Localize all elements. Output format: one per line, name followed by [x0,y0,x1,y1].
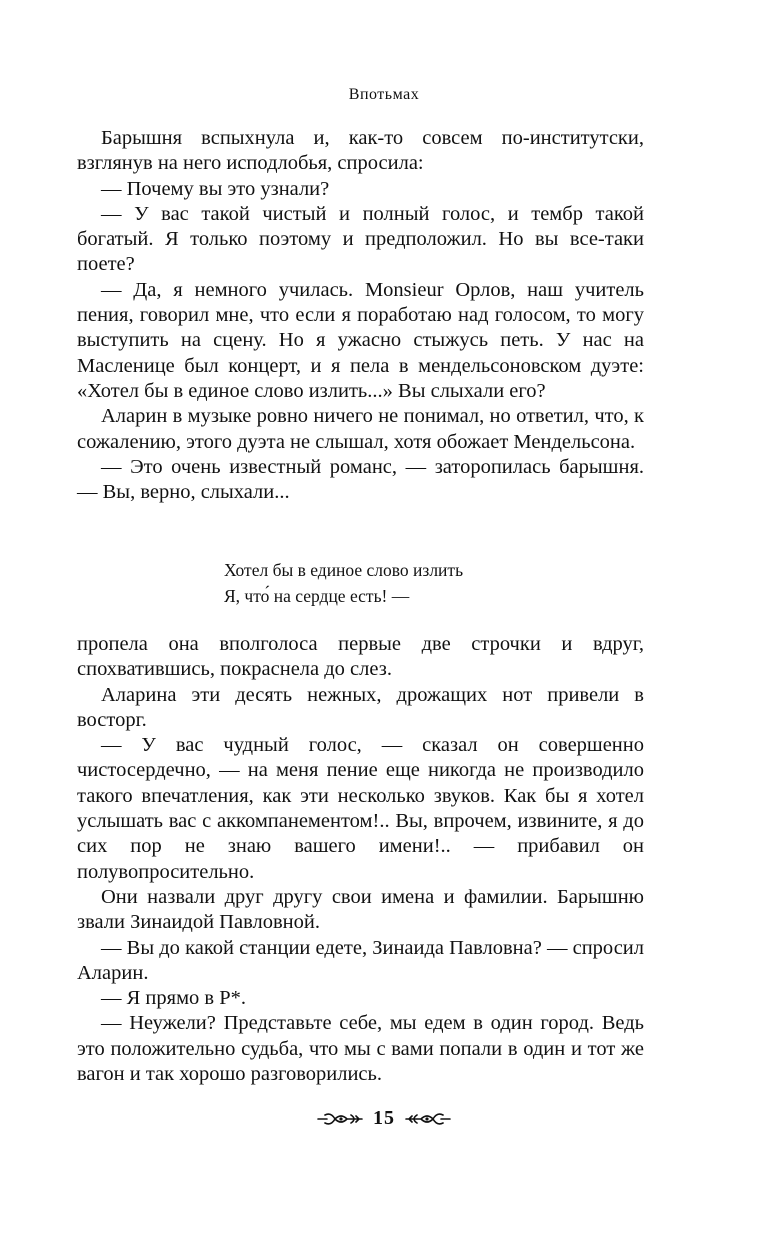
paragraph: — У вас чудный голос, — сказал он совершенно чистосердечно, — на меня пение еще никогда не производило такого впечатления, как эти несколько звуков. Как бы я хотел услышать вас с аккомпанементом!.. Вы, впрочем, извините, я до сих пор не знаю вашего имени!.. — прибавил он полувопросительно. [77,734,644,883]
page-folio [0,1107,768,1130]
paragraph: — Да, я немного училась. Monsieur Орлов, наш учитель пения, говорил мне, что если я поработаю над голосом, то могу выступить на сцену. Но я ужасно стыжусь петь. У нас на Масленице был концерт, и я пела в мендельсоновском дуэте: «Хотел бы в единое слово излить...» Вы слыхали его? [77,278,644,402]
body-text-bottom [77,632,644,1087]
flourish-right-icon [405,1111,451,1127]
paragraph: — Вы до какой станции едете, Зинаида Павловна? — спросил Аларин. [77,936,644,984]
paragraph: Барышня вспыхнула и, как-то совсем по-институтски, взглянув на него исподлобья, спросила: [77,127,644,175]
verse-quote [224,557,463,609]
paragraph: Они назвали друг другу свои имена и фамилии. Барышню звали Зинаидой Павловной. [77,885,644,934]
paragraph: — Почему вы это узнали? [101,177,330,200]
paragraph: пропела она вполголоса первые две строчки и вдруг, спохватившись, покраснела до слез. [77,633,644,681]
paragraph: — Неужели? Представьте себе, мы едем в один город. Ведь это положительно судьба, что мы с вами попали в один и тот же вагон и так хорошо разговорились. [77,1012,644,1086]
page-number: 15 [373,1107,395,1129]
flourish-left-icon [317,1111,363,1127]
body-text-top [77,126,644,505]
paragraph: — Это очень известный романс, — заторопилась барышня. — Вы, верно, слыхали... [77,455,644,504]
paragraph: Аларин в музыке ровно ничего не понимал, но ответил, что, к сожалению, этого дуэта не слышал, хотя обожает Мендельсона. [77,405,644,453]
running-head: Впотьмах [348,86,420,103]
paragraph: Аларина эти десять нежных, дрожащих нот привели в восторг. [77,683,644,731]
paragraph: — У вас такой чистый и полный голос, и тембр такой богатый. Я только поэтому и предположил. Но вы все-таки поете? [77,202,644,276]
paragraph: — Я прямо в Р*. [101,987,247,1010]
verse-line: Хотел бы в единое слово излить [224,560,464,580]
verse-line: Я, что́ на сердце есть! — [224,586,410,606]
